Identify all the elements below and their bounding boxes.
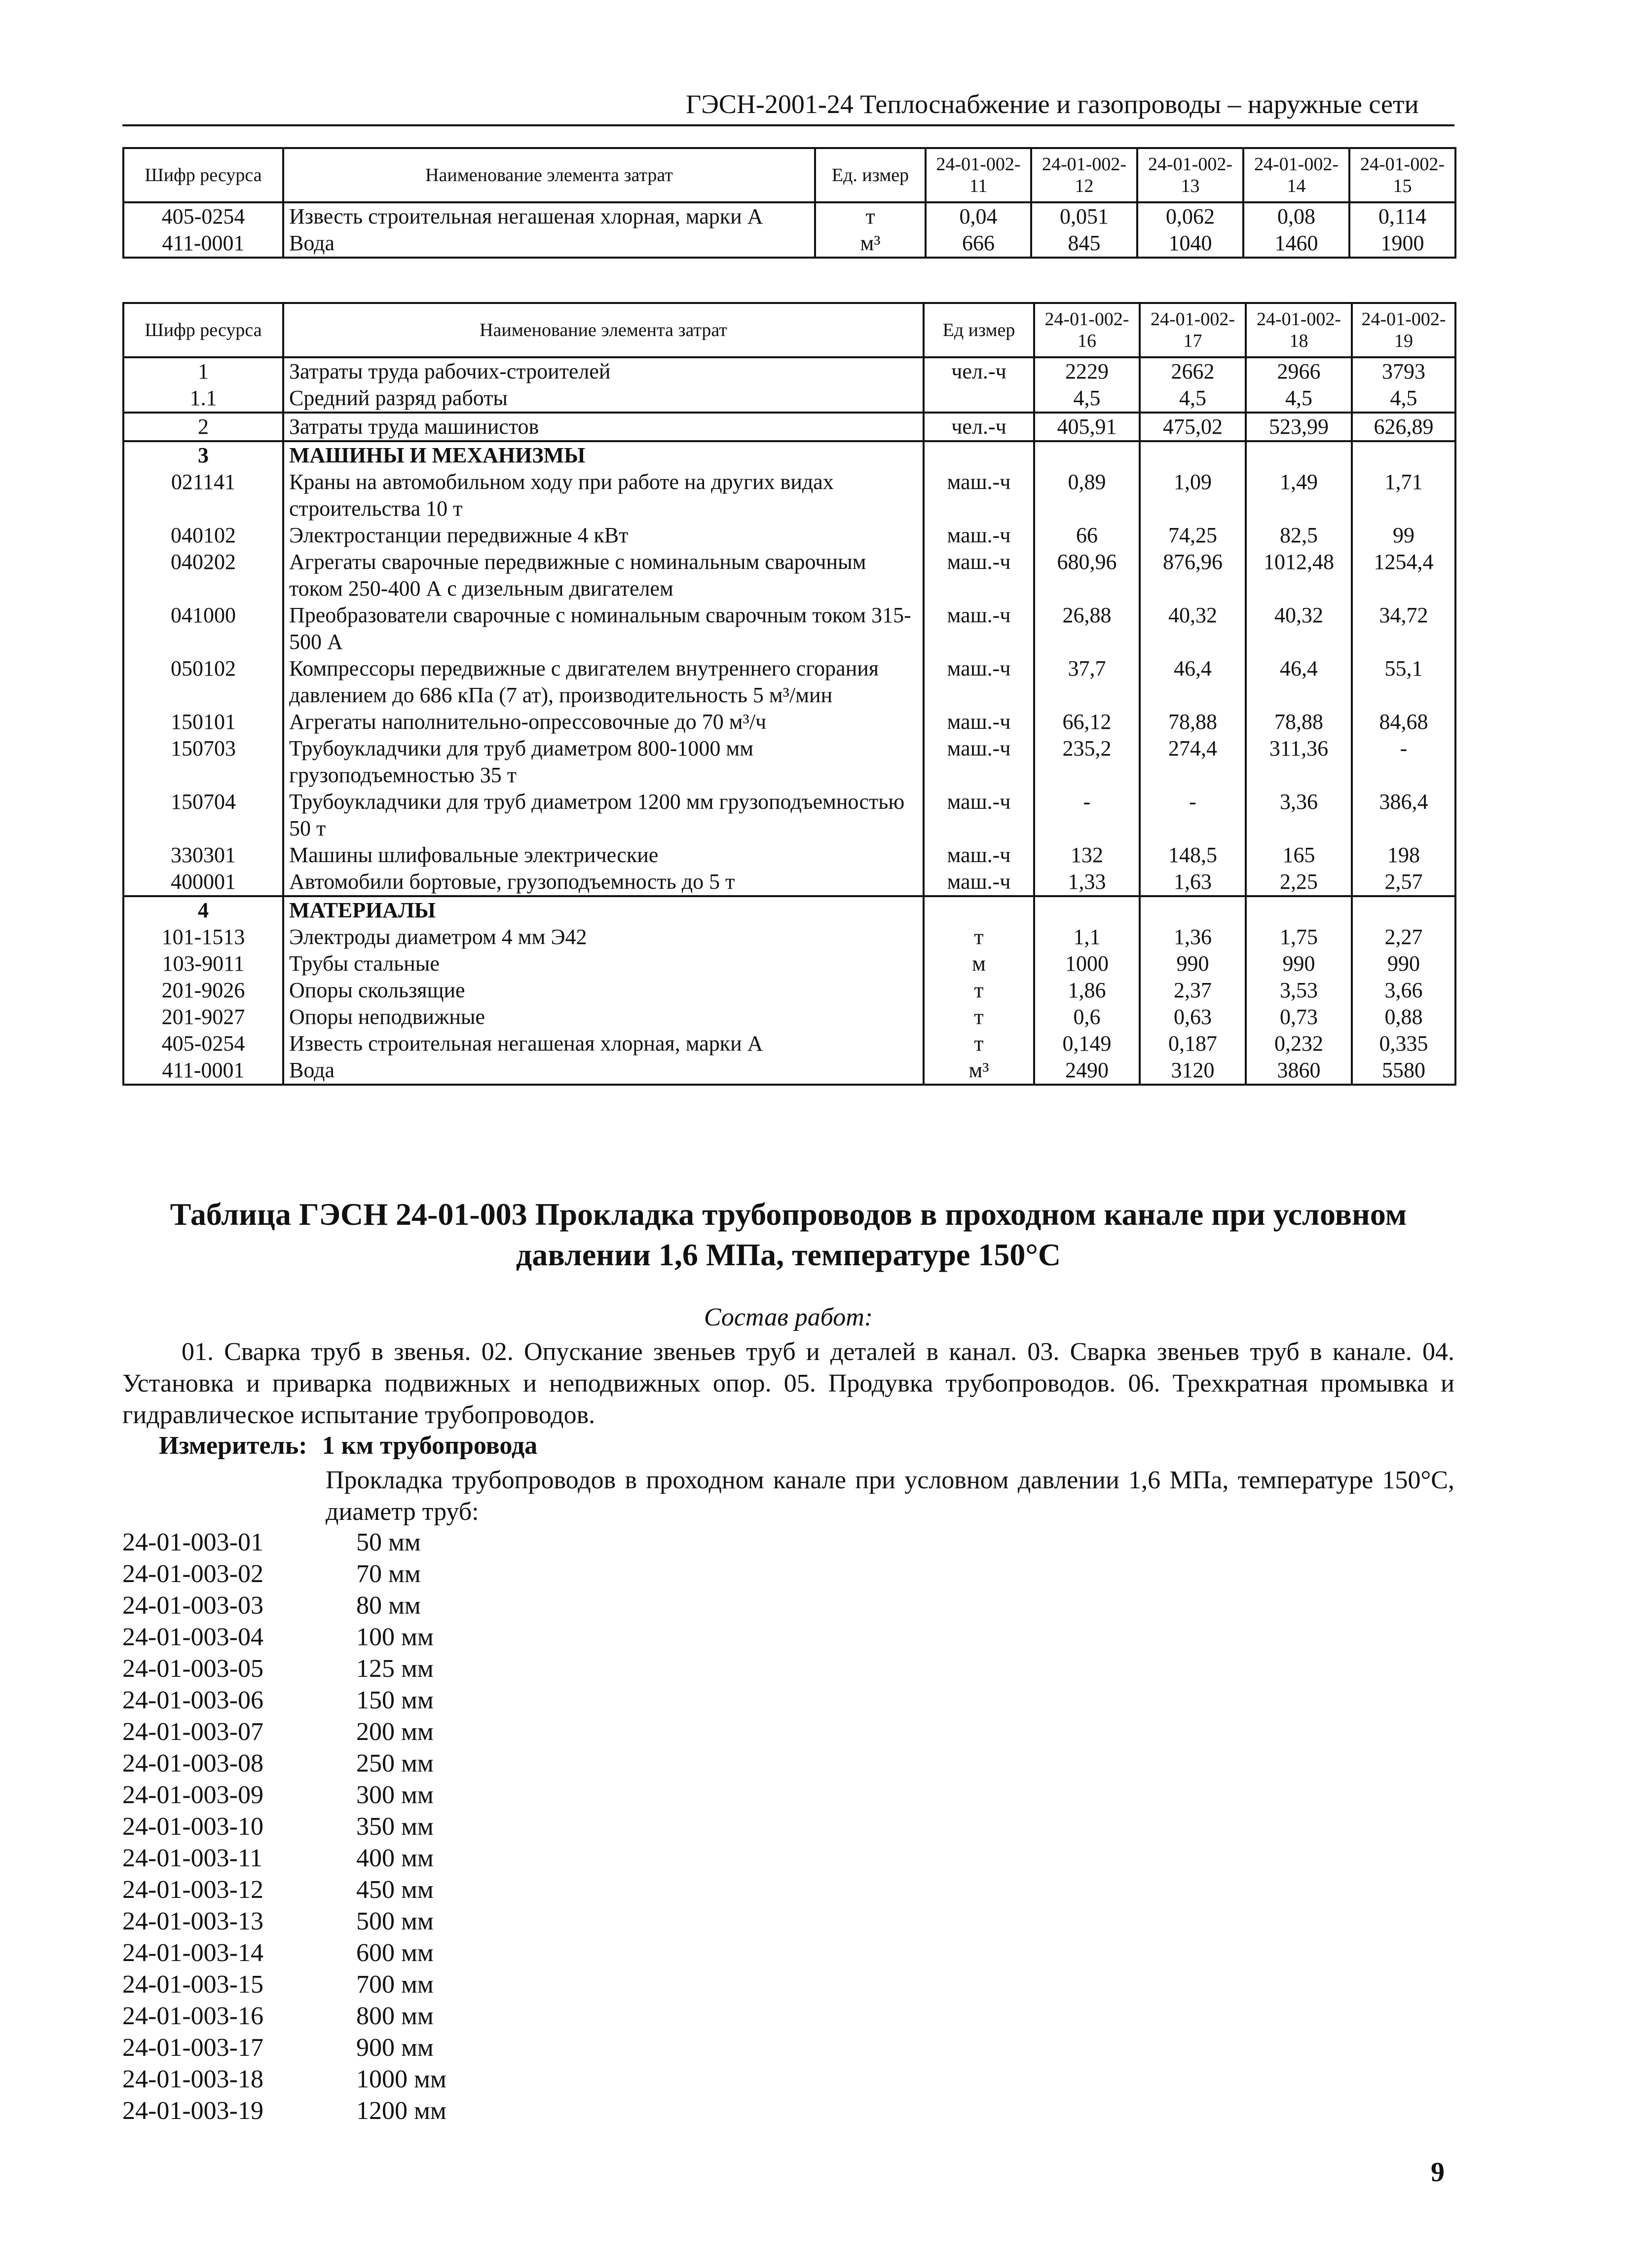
list-item	[122, 1906, 446, 1937]
column-header: Наименование элемента затрат	[283, 148, 815, 202]
cell-value: 0,6	[1034, 1004, 1140, 1030]
table-row	[123, 789, 1455, 842]
column-header: 24-01-002-15	[1349, 148, 1455, 202]
cell-code: 050102	[123, 655, 283, 709]
cell-unit: маш.-ч	[924, 469, 1034, 522]
cell-unit: т	[924, 924, 1034, 950]
cell-name: Трубоукладчики для труб диаметром 1200 мм грузоподъемностью 50 т	[283, 789, 924, 842]
cell-value: 0,63	[1140, 1004, 1246, 1030]
item-diameter: 500 мм	[356, 1907, 434, 1935]
cell-code: 101-1513	[123, 924, 283, 950]
cell-code: 040102	[123, 522, 283, 549]
cell-value: 0,73	[1246, 1004, 1352, 1030]
item-diameter: 250 мм	[356, 1749, 434, 1777]
cell-value: 66	[1034, 522, 1140, 549]
cell-value	[1140, 441, 1246, 469]
cell-value: 475,02	[1140, 413, 1246, 441]
cell-name: Известь строительная негашеная хлорная, марки А	[283, 202, 815, 230]
cell-value: 78,88	[1140, 709, 1246, 735]
list-item	[122, 1811, 446, 1843]
cell-value: 1,75	[1246, 924, 1352, 950]
item-code: 24-01-003-03	[122, 1591, 263, 1620]
cell-value	[1034, 896, 1140, 924]
cell-code: 201-9027	[123, 1004, 283, 1030]
cell-name: МАШИНЫ И МЕХАНИЗМЫ	[283, 441, 924, 469]
cell-value: 3,53	[1246, 977, 1352, 1004]
table-row	[123, 842, 1455, 869]
cell-value: 845	[1031, 230, 1137, 258]
item-diameter: 100 мм	[356, 1623, 434, 1651]
cell-value: 1,71	[1352, 469, 1455, 522]
cell-value: 5580	[1352, 1057, 1455, 1085]
cell-name: Средний разряд работы	[283, 385, 924, 413]
list-item	[122, 1558, 446, 1590]
list-item	[122, 1874, 446, 1906]
cell-code: 1.1	[123, 385, 283, 413]
item-code: 24-01-003-02	[122, 1560, 263, 1588]
list-item	[122, 1969, 446, 2001]
cell-value: 1,36	[1140, 924, 1246, 950]
cell-value	[1246, 896, 1352, 924]
item-code: 24-01-003-17	[122, 2034, 263, 2062]
cell-name: Краны на автомобильном ходу при работе на других видах строительства 10 т	[283, 469, 924, 522]
table-row	[123, 977, 1455, 1004]
item-diameter: 350 мм	[356, 1813, 434, 1841]
cell-value	[1140, 896, 1246, 924]
running-header: ГЭСН-2001-24 Теплоснабжение и газопроводы – наружные сети	[686, 89, 1419, 119]
cell-unit: чел.-ч	[924, 357, 1034, 385]
column-header: Наименование элемента затрат	[283, 303, 924, 357]
cell-value: 1,63	[1140, 869, 1246, 896]
cell-value: 0,062	[1137, 202, 1243, 230]
item-diameter: 1000 мм	[356, 2065, 446, 2093]
cell-unit: м³	[815, 230, 926, 258]
item-diameter: 200 мм	[356, 1718, 434, 1746]
composition-label: Состав работ:	[704, 1303, 873, 1331]
table-row	[123, 709, 1455, 735]
item-code: 24-01-003-16	[122, 2002, 263, 2030]
table-row	[123, 950, 1455, 977]
cell-value: 0,051	[1031, 202, 1137, 230]
resource-table-2	[122, 302, 1456, 1086]
cell-name: Вода	[283, 230, 815, 258]
cell-unit	[924, 896, 1034, 924]
list-item	[122, 1653, 446, 1685]
cell-name: Преобразователи сварочные с номинальным сварочным током 315-500 А	[283, 602, 924, 655]
cell-code: 041000	[123, 602, 283, 655]
cell-value: 74,25	[1140, 522, 1246, 549]
cell-value: 1,1	[1034, 924, 1140, 950]
item-code: 24-01-003-06	[122, 1686, 263, 1714]
measure-label: Измеритель:	[159, 1432, 307, 1460]
column-header: Ед измер	[924, 303, 1034, 357]
cell-unit: т	[815, 202, 926, 230]
cell-unit: т	[924, 1004, 1034, 1030]
cell-value: 3860	[1246, 1057, 1352, 1085]
cell-unit: м³	[924, 1057, 1034, 1085]
measure-value: 1 км трубопровода	[322, 1432, 538, 1460]
cell-value: 198	[1352, 842, 1455, 869]
cell-name: Известь строительная негашеная хлорная, марки А	[283, 1030, 924, 1057]
cell-value: 2229	[1034, 357, 1140, 385]
cell-value	[1034, 441, 1140, 469]
cell-unit: маш.-ч	[924, 842, 1034, 869]
list-item	[122, 2001, 446, 2032]
cell-value: 405,91	[1034, 413, 1140, 441]
measure-line	[159, 1431, 537, 1460]
table-row	[123, 202, 1455, 230]
cell-name: Электроды диаметром 4 мм Э42	[283, 924, 924, 950]
cell-value: 1460	[1243, 230, 1349, 258]
composition-text: 01. Сварка труб в звенья. 02. Опускание звеньев труб и деталей в канал. 03. Сварка звеньев труб в канале. 04. Установка и приварка подвижных и неподвижных опор. 05. Продувка трубопроводов. 06. Трехкратная промывка и гидравлическое испытание трубопроводов.	[122, 1338, 1454, 1429]
cell-value: 84,68	[1352, 709, 1455, 735]
item-code: 24-01-003-19	[122, 2097, 263, 2125]
column-header: 24-01-002-18	[1246, 303, 1352, 357]
column-header: 24-01-002-17	[1140, 303, 1246, 357]
cell-code: 400001	[123, 869, 283, 896]
column-header: Шифр ресурса	[123, 303, 283, 357]
item-code: 24-01-003-07	[122, 1718, 263, 1746]
table-row	[123, 896, 1455, 924]
cell-value	[1352, 441, 1455, 469]
cell-code: 405-0254	[123, 1030, 283, 1057]
table-row	[123, 869, 1455, 896]
cell-value: 82,5	[1246, 522, 1352, 549]
cell-code: 103-9011	[123, 950, 283, 977]
item-code: 24-01-003-08	[122, 1749, 263, 1777]
list-item	[122, 1716, 446, 1748]
cell-value: 1,49	[1246, 469, 1352, 522]
cell-value: 0,187	[1140, 1030, 1246, 1057]
cell-name: Компрессоры передвижные с двигателем внутреннего сгорания давлением до 686 кПа (7 ат), производительность 5 м³/мин	[283, 655, 924, 709]
list-item	[122, 1779, 446, 1811]
cell-code: 150704	[123, 789, 283, 842]
column-header: Ед. измер	[815, 148, 926, 202]
item-diameter: 1200 мм	[356, 2097, 446, 2125]
cell-name: Вода	[283, 1057, 924, 1085]
cell-value: 990	[1140, 950, 1246, 977]
cell-value: 148,5	[1140, 842, 1246, 869]
cell-name: Машины шлифовальные электрические	[283, 842, 924, 869]
cell-unit: маш.-ч	[924, 549, 1034, 602]
cell-code: 150101	[123, 709, 283, 735]
column-header: 24-01-002-13	[1137, 148, 1243, 202]
item-code: 24-01-003-13	[122, 1907, 263, 1935]
item-diameter: 800 мм	[356, 2002, 434, 2030]
cell-value: 0,149	[1034, 1030, 1140, 1057]
list-item	[122, 1748, 446, 1779]
column-header: 24-01-002-14	[1243, 148, 1349, 202]
cell-value: 132	[1034, 842, 1140, 869]
cell-value: 1040	[1137, 230, 1243, 258]
table-row	[123, 469, 1455, 522]
table-header-row	[123, 303, 1455, 357]
cell-code: 150703	[123, 735, 283, 789]
cell-value: 3793	[1352, 357, 1455, 385]
cell-unit	[924, 441, 1034, 469]
cell-value: 40,32	[1140, 602, 1246, 655]
cell-unit: маш.-ч	[924, 709, 1034, 735]
cell-value: 26,88	[1034, 602, 1140, 655]
column-header: 24-01-002-12	[1031, 148, 1137, 202]
cell-value: 66,12	[1034, 709, 1140, 735]
item-code: 24-01-003-15	[122, 1970, 263, 1999]
cell-value: 990	[1246, 950, 1352, 977]
cell-unit: маш.-ч	[924, 522, 1034, 549]
cell-code: 411-0001	[123, 230, 283, 258]
list-item	[122, 1527, 446, 1558]
item-code: 24-01-003-11	[122, 1844, 263, 1872]
cell-code: 4	[123, 896, 283, 924]
cell-code: 330301	[123, 842, 283, 869]
cell-value: 2490	[1034, 1057, 1140, 1085]
cell-value: 1254,4	[1352, 549, 1455, 602]
item-diameter: 400 мм	[356, 1844, 434, 1872]
item-code: 24-01-003-12	[122, 1876, 263, 1904]
cell-unit: м	[924, 950, 1034, 977]
cell-value: 311,36	[1246, 735, 1352, 789]
cell-unit: маш.-ч	[924, 869, 1034, 896]
item-code: 24-01-003-10	[122, 1813, 263, 1841]
cell-value: -	[1352, 735, 1455, 789]
cell-value: 0,04	[926, 202, 1031, 230]
table-row	[123, 655, 1455, 709]
cell-name: Автомобили бортовые, грузоподъемность до 5 т	[283, 869, 924, 896]
cell-name: Трубы стальные	[283, 950, 924, 977]
cell-value: 0,335	[1352, 1030, 1455, 1057]
item-code: 24-01-003-18	[122, 2065, 263, 2093]
cell-value: 165	[1246, 842, 1352, 869]
cell-unit: чел.-ч	[924, 413, 1034, 441]
table-header-row	[123, 148, 1455, 202]
item-diameter: 70 мм	[356, 1560, 421, 1588]
cell-value: 235,2	[1034, 735, 1140, 789]
cell-value: 2966	[1246, 357, 1352, 385]
cell-name: Трубоукладчики для труб диаметром 800-1000 мм грузоподъемностью 35 т	[283, 735, 924, 789]
cell-value	[1246, 441, 1352, 469]
table-row	[123, 549, 1455, 602]
cell-name: Затраты труда машинистов	[283, 413, 924, 441]
cell-value: 1,33	[1034, 869, 1140, 896]
cell-code: 201-9026	[123, 977, 283, 1004]
cell-name: МАТЕРИАЛЫ	[283, 896, 924, 924]
cell-value: 990	[1352, 950, 1455, 977]
cell-value	[1352, 896, 1455, 924]
cell-name: Затраты труда рабочих-строителей	[283, 357, 924, 385]
cell-value: 34,72	[1352, 602, 1455, 655]
cell-value: 0,232	[1246, 1030, 1352, 1057]
cell-value: 876,96	[1140, 549, 1246, 602]
cell-code: 040202	[123, 549, 283, 602]
item-diameter: 450 мм	[356, 1876, 434, 1904]
cell-value: -	[1034, 789, 1140, 842]
cell-name: Агрегаты сварочные передвижные с номинальным сварочным током 250-400 А с дизельным двигателем	[283, 549, 924, 602]
cell-unit: маш.-ч	[924, 735, 1034, 789]
item-code: 24-01-003-04	[122, 1623, 263, 1651]
cell-value: 2,27	[1352, 924, 1455, 950]
cell-value: 666	[926, 230, 1031, 258]
cell-value: 0,89	[1034, 469, 1140, 522]
cell-code: 411-0001	[123, 1057, 283, 1085]
list-item	[122, 1843, 446, 1874]
item-code: 24-01-003-05	[122, 1655, 263, 1683]
item-code: 24-01-003-09	[122, 1781, 263, 1809]
cell-unit: т	[924, 977, 1034, 1004]
table-row	[123, 1030, 1455, 1057]
table-row	[123, 413, 1455, 441]
cell-value: 4,5	[1140, 385, 1246, 413]
cell-unit	[924, 385, 1034, 413]
item-diameter: 600 мм	[356, 1939, 434, 1967]
cell-value: 4,5	[1034, 385, 1140, 413]
list-item	[122, 1937, 446, 1969]
item-code: 24-01-003-01	[122, 1528, 263, 1556]
cell-value: 626,89	[1352, 413, 1455, 441]
list-item	[122, 2095, 446, 2127]
cell-value: 274,4	[1140, 735, 1246, 789]
table-row	[123, 1004, 1455, 1030]
cell-code: 1	[123, 357, 283, 385]
resource-table-1	[122, 147, 1456, 259]
cell-name: Опоры неподвижные	[283, 1004, 924, 1030]
item-code: 24-01-003-14	[122, 1939, 263, 1967]
cell-value: 55,1	[1352, 655, 1455, 709]
table-row	[123, 735, 1455, 789]
cell-value: 2662	[1140, 357, 1246, 385]
cell-value: 78,88	[1246, 709, 1352, 735]
cell-unit: маш.-ч	[924, 789, 1034, 842]
cell-unit: маш.-ч	[924, 655, 1034, 709]
cell-value: 680,96	[1034, 549, 1140, 602]
table-row	[123, 230, 1455, 258]
cell-code: 021141	[123, 469, 283, 522]
page-number: 9	[1431, 2157, 1445, 2188]
list-item	[122, 2032, 446, 2064]
cell-value: 1900	[1349, 230, 1455, 258]
column-header: 24-01-002-11	[926, 148, 1031, 202]
cell-value: 3,66	[1352, 977, 1455, 1004]
table-row	[123, 522, 1455, 549]
item-diameter: 700 мм	[356, 1970, 434, 1999]
cell-value: 0,114	[1349, 202, 1455, 230]
list-item	[122, 1590, 446, 1622]
cell-unit: т	[924, 1030, 1034, 1057]
list-item	[122, 1685, 446, 1716]
column-header: Шифр ресурса	[123, 148, 283, 202]
description: Прокладка трубопроводов в проходном канале при условном давлении 1,6 МПа, температуре 150°С, диаметр труб:	[326, 1466, 1454, 1526]
cell-value: 37,7	[1034, 655, 1140, 709]
list-item	[122, 1622, 446, 1653]
table-row	[123, 1057, 1455, 1085]
item-diameter: 80 мм	[356, 1591, 421, 1620]
cell-value: -	[1140, 789, 1246, 842]
list-item	[122, 2064, 446, 2095]
cell-unit: маш.-ч	[924, 602, 1034, 655]
cell-value: 1,09	[1140, 469, 1246, 522]
cell-value: 386,4	[1352, 789, 1455, 842]
cell-value: 46,4	[1140, 655, 1246, 709]
cell-value: 40,32	[1246, 602, 1352, 655]
cell-value: 46,4	[1246, 655, 1352, 709]
table-row	[123, 357, 1455, 385]
item-diameter: 50 мм	[356, 1528, 421, 1556]
cell-value: 99	[1352, 522, 1455, 549]
cell-value: 3,36	[1246, 789, 1352, 842]
cell-code: 3	[123, 441, 283, 469]
cell-code: 2	[123, 413, 283, 441]
cell-name: Электростанции передвижные 4 кВт	[283, 522, 924, 549]
column-header: 24-01-002-16	[1034, 303, 1140, 357]
cell-value: 0,08	[1243, 202, 1349, 230]
cell-value: 2,57	[1352, 869, 1455, 896]
cell-value: 0,88	[1352, 1004, 1455, 1030]
table-row	[123, 924, 1455, 950]
item-diameter: 125 мм	[356, 1655, 434, 1683]
cell-value: 1,86	[1034, 977, 1140, 1004]
table-row	[123, 385, 1455, 413]
cell-value: 1000	[1034, 950, 1140, 977]
cell-name: Опоры скользящие	[283, 977, 924, 1004]
item-diameter: 300 мм	[356, 1781, 434, 1809]
cell-value: 3120	[1140, 1057, 1246, 1085]
item-diameter: 900 мм	[356, 2034, 434, 2062]
column-header: 24-01-002-19	[1352, 303, 1455, 357]
section-title: Таблица ГЭСН 24-01-003 Прокладка трубопроводов в проходном канале при условном давлении 1,6 МПа, температуре 150°С	[170, 1197, 1407, 1272]
header-rule	[122, 124, 1454, 126]
cell-value: 523,99	[1246, 413, 1352, 441]
cell-value: 4,5	[1246, 385, 1352, 413]
cell-value: 2,25	[1246, 869, 1352, 896]
table-row	[123, 602, 1455, 655]
cell-code: 405-0254	[123, 202, 283, 230]
table-row	[123, 441, 1455, 469]
cell-value: 4,5	[1352, 385, 1455, 413]
item-diameter: 150 мм	[356, 1686, 434, 1714]
cell-name: Агрегаты наполнительно-опрессовочные до 70 м³/ч	[283, 709, 924, 735]
cell-value: 1012,48	[1246, 549, 1352, 602]
cell-value: 2,37	[1140, 977, 1246, 1004]
code-list	[122, 1527, 446, 2127]
